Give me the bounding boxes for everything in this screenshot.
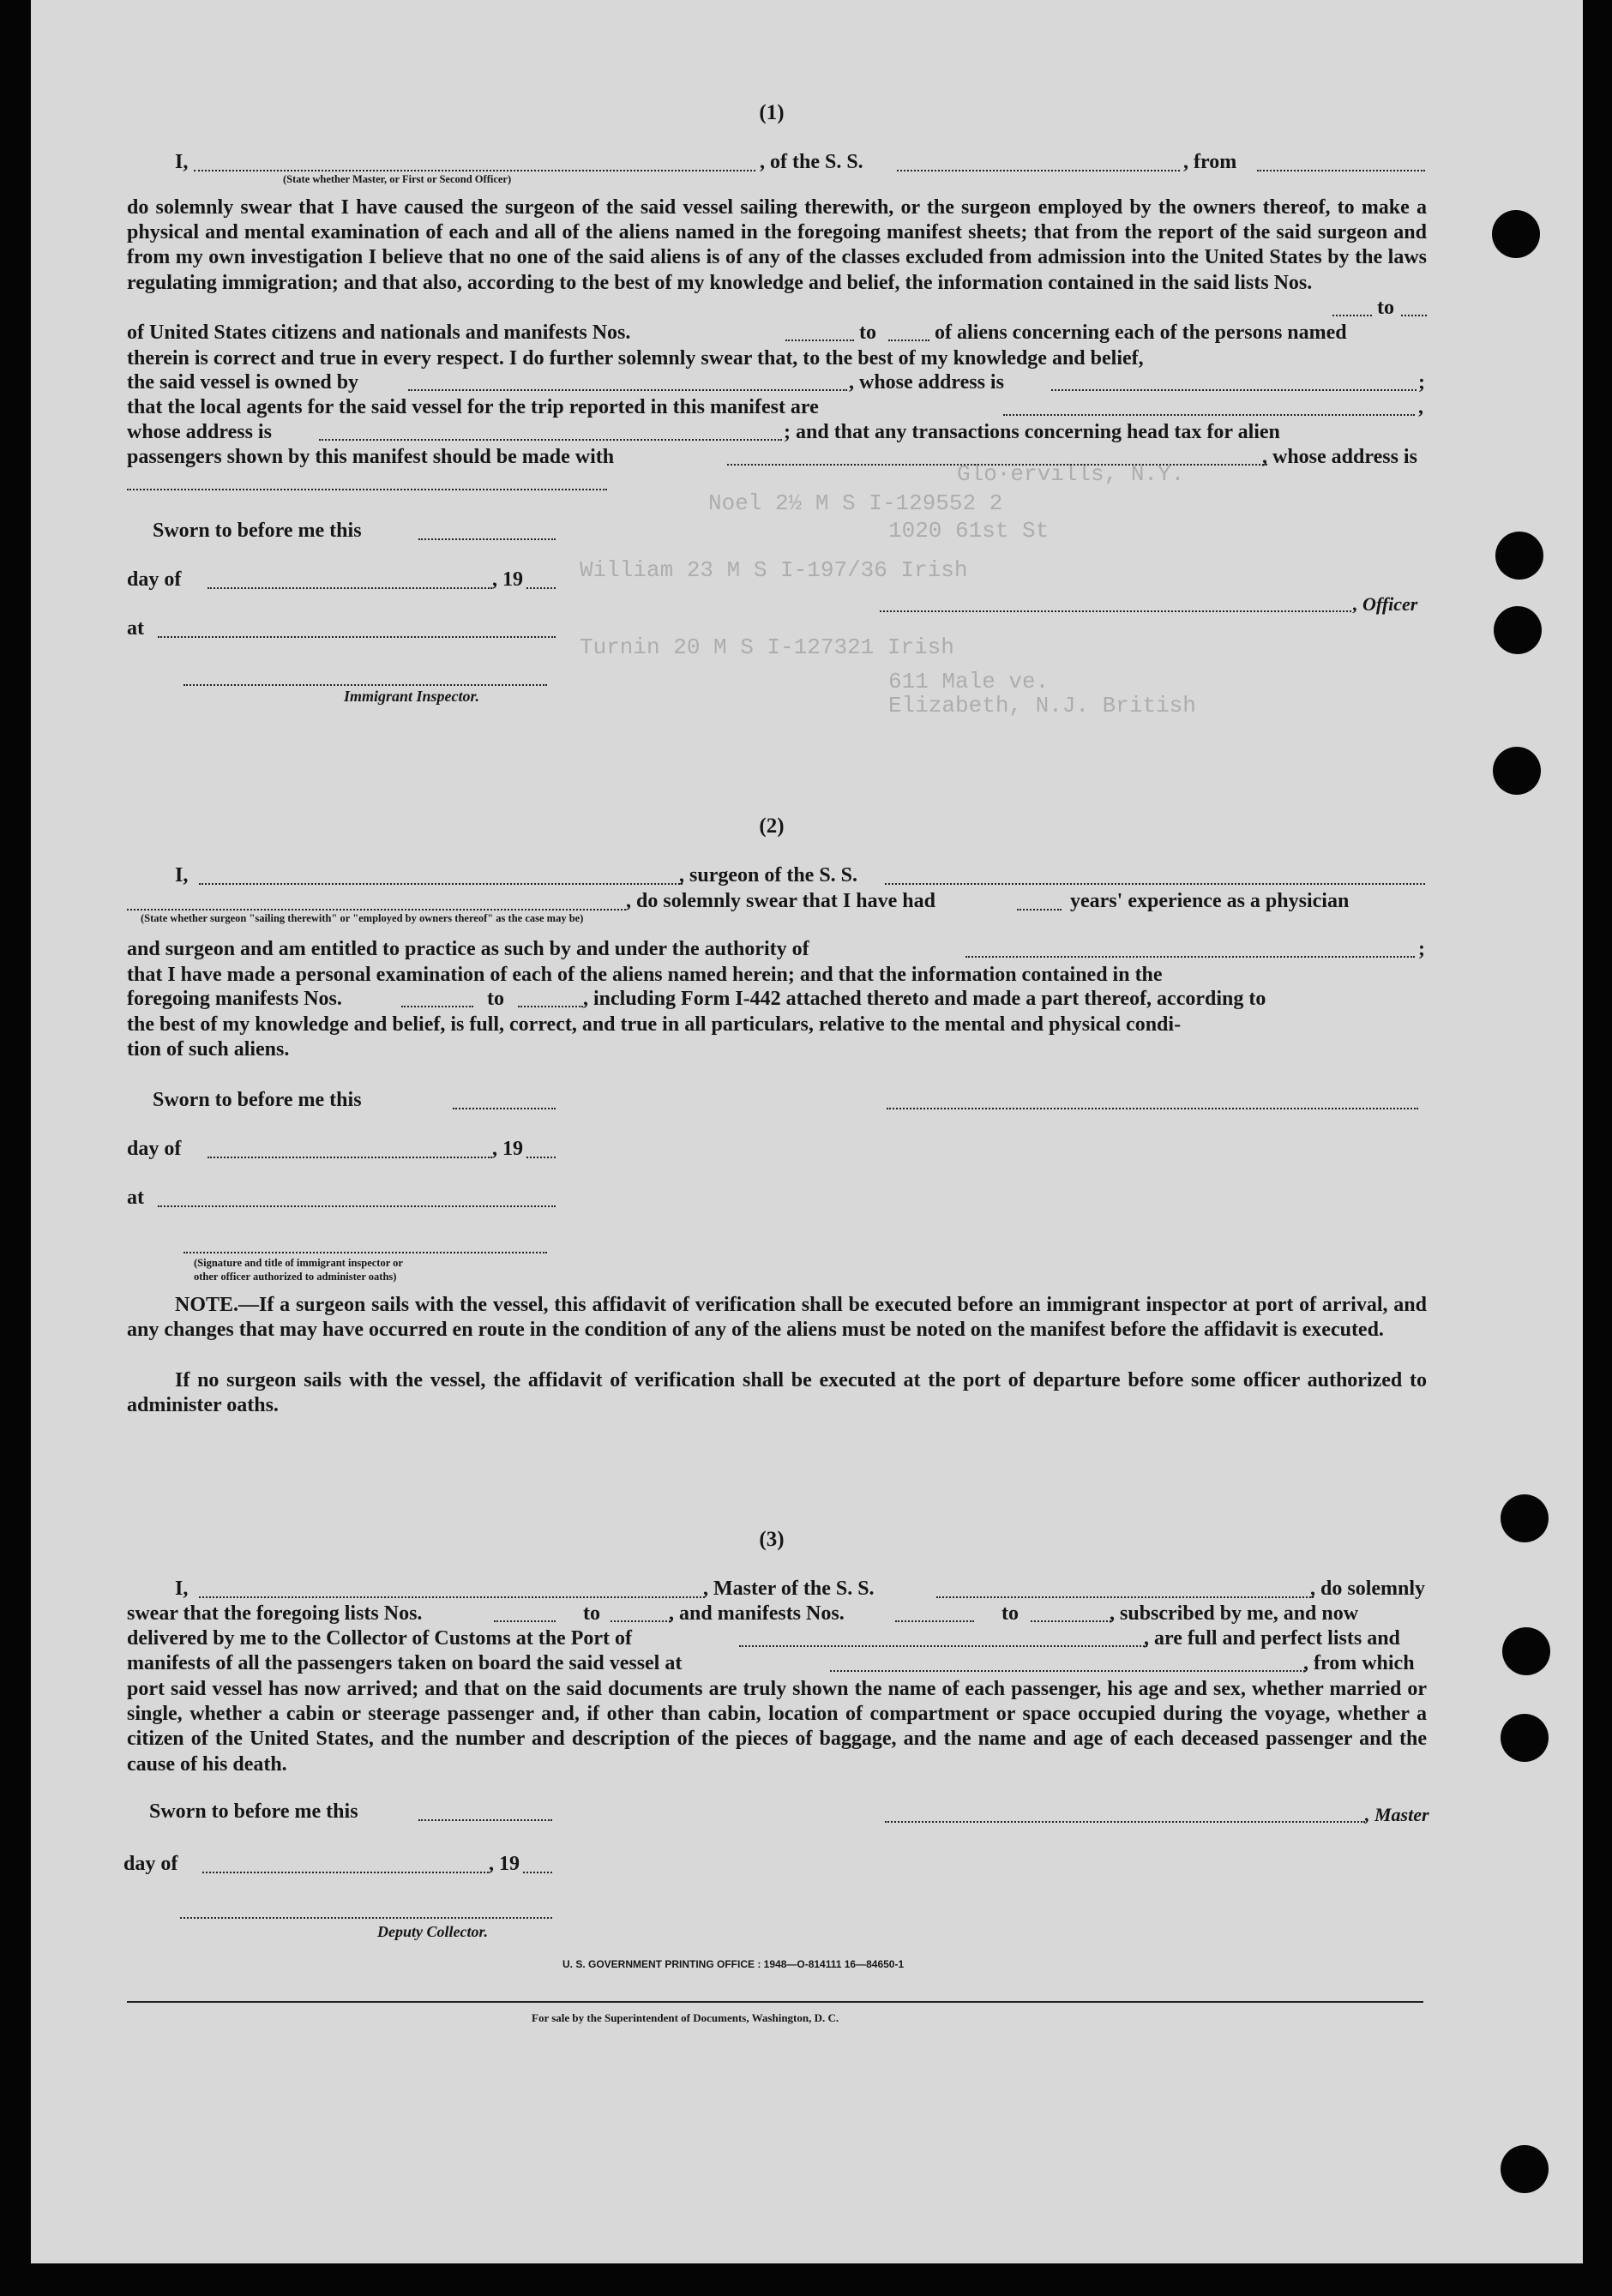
s3-i-label: I, xyxy=(175,1578,189,1600)
s2-surgeon-signature-field[interactable] xyxy=(887,1106,1418,1109)
s2-at: at xyxy=(127,1187,144,1209)
s3-delivered: delivered by me to the Collector of Customs at the Port of xyxy=(127,1627,632,1650)
s2-sworn: Sworn to before me this xyxy=(153,1089,362,1111)
sale-notice: For sale by the Superintendent of Documents, Washington, D. C. xyxy=(532,2011,839,2024)
s3-paragraph: port said vessel has now arrived; and that on the said documents are truly shown the name of each passenger, his age and sex, whether married or single, whether a cabin or steerage passenger and, if other than cabin, location of compartment or space occupied during the voyage, whether a citizen of the United States, and the number and description of the pieces of baggage, and the name and age of each deceased passenger and the cause of his death. xyxy=(127,1678,1427,1776)
s3-deputy-label: Deputy Collector. xyxy=(377,1923,488,1940)
s1-semicolon: ; xyxy=(1418,371,1425,394)
s3-manifest-to-field[interactable] xyxy=(1031,1619,1111,1622)
s1-officer-field[interactable] xyxy=(194,168,755,171)
s1-officer-label: , Officer xyxy=(1353,593,1418,615)
s2-years-field[interactable] xyxy=(1017,907,1062,911)
s3-sworn-field[interactable] xyxy=(418,1818,552,1821)
s1-from-field[interactable] xyxy=(1257,168,1425,171)
s3-manifest-from-field[interactable] xyxy=(895,1619,974,1622)
s2-to-label: to xyxy=(487,988,504,1010)
s1-agents-address-field[interactable] xyxy=(319,437,782,441)
s1-to-label: to xyxy=(1377,297,1394,319)
s2-note-2: If no surgeon sails with the vessel, the affidavit of verification shall be executed at the port of departure before some officer authorized to administer oaths. xyxy=(127,1369,1427,1417)
s1-owner-field[interactable] xyxy=(408,388,847,391)
s2-vessel-field[interactable] xyxy=(885,881,1425,885)
s1-owned-by: the said vessel is owned by xyxy=(127,371,359,394)
s2-at-field[interactable] xyxy=(158,1204,556,1207)
section-3-number: (3) xyxy=(759,1528,785,1551)
s1-transactions-field[interactable] xyxy=(727,462,1267,466)
s2-year-label: , 19 xyxy=(492,1138,523,1160)
s1-whose-address-3: , whose address is xyxy=(1262,446,1417,468)
s2-manifest-to-field[interactable] xyxy=(518,1004,583,1007)
s3-port-boarded-field[interactable] xyxy=(830,1668,1305,1672)
s2-i-label: I, xyxy=(175,864,189,887)
punch-hole xyxy=(1493,747,1541,795)
punch-hole xyxy=(1501,2145,1549,2193)
bleed-through-text: 611 Male ve. xyxy=(888,669,1050,694)
bleed-through-text: Noel 2½ M S I-129552 2 xyxy=(708,490,1003,516)
s2-sig-caption-2: other officer authorized to administer oaths) xyxy=(194,1271,397,1283)
s2-note-1: NOTE.—If a surgeon sails with the vessel, this affidavit of verification shall be executed before an immigrant inspector at port of arrival, and any changes that may have occurred en route in the condition of any of the aliens must be noted on the manifest before the affidavit is executed. xyxy=(127,1294,1427,1342)
bleed-through-text: Turnin 20 M S I-127321 Irish xyxy=(580,634,954,660)
s1-local-agents: that the local agents for the said vessel for the trip reported in this manifest are xyxy=(127,396,819,418)
s1-caption: (State whether Master, or First or Second Officer) xyxy=(283,173,512,185)
s2-entitled: and surgeon and am entitled to practice as such by and under the authority of xyxy=(127,938,809,960)
s3-manifests-all: manifests of all the passengers taken on board the said vessel at xyxy=(127,1652,683,1674)
s1-head-tax: ; and that any transactions concerning head tax for alien xyxy=(784,421,1280,443)
s2-caption: (State whether surgeon "sailing therewith" or "employed by owners thereof" as the case may be) xyxy=(141,912,584,924)
s1-officer-signature-field[interactable] xyxy=(880,609,1351,612)
s2-swear: , do solemnly swear that I have had xyxy=(626,890,935,912)
s1-whose-address-2: whose address is xyxy=(127,421,272,443)
section-1-number: (1) xyxy=(759,101,785,124)
s3-list-to-field[interactable] xyxy=(611,1619,671,1622)
punch-hole xyxy=(1495,532,1543,580)
s1-paragraph: do solemnly swear that I have caused the surgeon of the said vessel sailing therewith, or the surgeon employed by the owners thereof, to make a physical and mental examination of each and all of the aliens named in the foregoing manifest sheets; that from the report of the said surgeon and from my own investigation I believe that no one of the said aliens is of any of the classes excluded from admission into the United States by the laws regulating immigration; and that also, according to the best of my knowledge and belief, the information contained in the said lists Nos. xyxy=(127,196,1427,294)
s2-semicolon: ; xyxy=(1418,938,1425,960)
s1-at-field[interactable] xyxy=(158,634,556,638)
s2-including: , including Form I-442 attached thereto and made a part thereof, according to xyxy=(583,988,1266,1010)
printing-office-imprint: U. S. GOVERNMENT PRINTING OFFICE : 1948—O-814111 16—84650-1 xyxy=(562,1958,905,1970)
s1-at: at xyxy=(127,617,144,640)
bleed-through-text: William 23 M S I-197/36 Irish xyxy=(580,557,968,583)
s3-full-perfect: , are full and perfect lists and xyxy=(1144,1627,1400,1650)
s3-master-label: , Master xyxy=(1365,1804,1429,1825)
s2-surgeon-of: , surgeon of the S. S. xyxy=(679,864,858,887)
s1-transactions-address-field[interactable] xyxy=(127,487,607,490)
s2-years: years' experience as a physician xyxy=(1070,890,1350,912)
s3-master-of: , Master of the S. S. xyxy=(703,1578,875,1600)
bleed-through-text: 1020 61st St xyxy=(888,518,1050,544)
s3-and-manifests: , and manifests Nos. xyxy=(669,1602,845,1625)
s3-year-label: , 19 xyxy=(489,1853,520,1875)
s1-day-field[interactable] xyxy=(208,586,492,589)
s1-vessel-field[interactable] xyxy=(897,168,1180,171)
s2-manifest-from-field[interactable] xyxy=(401,1004,473,1007)
s2-sig-caption-1: (Signature and title of immigrant inspector or xyxy=(194,1257,403,1269)
s1-owner-address-field[interactable] xyxy=(1051,388,1417,391)
bleed-through-text: Glo·ervills, N.Y. xyxy=(957,461,1185,487)
s2-day-field[interactable] xyxy=(208,1155,492,1158)
footer-rule xyxy=(127,2001,1423,2003)
punch-hole xyxy=(1492,210,1540,258)
s3-do-solemnly: , do solemnly xyxy=(1310,1578,1426,1600)
s1-manifest-to-field[interactable] xyxy=(888,338,929,341)
s1-agents-field[interactable] xyxy=(1003,412,1415,416)
s1-i-label: I, xyxy=(175,151,189,173)
s1-to-label-2: to xyxy=(859,322,876,344)
s2-such: tion of such aliens. xyxy=(127,1038,290,1061)
s1-sworn-field[interactable] xyxy=(418,537,556,540)
s1-inspector-signature-field[interactable] xyxy=(183,682,547,686)
s2-surgeon-name-field[interactable] xyxy=(199,881,683,885)
s2-year-field[interactable] xyxy=(526,1155,556,1158)
s1-inspector-label: Immigrant Inspector. xyxy=(344,688,480,705)
s3-deputy-signature-field[interactable] xyxy=(180,1915,552,1919)
s2-examination: that I have made a personal examination of each of the aliens named herein; and that the information contained in the xyxy=(127,964,1163,986)
punch-hole xyxy=(1494,606,1542,654)
s1-manifest-from-field[interactable] xyxy=(785,338,854,341)
s1-list-to-field[interactable] xyxy=(1401,313,1427,316)
s1-therein: therein is correct and true in every respect. I do further solemnly swear that, to the best of my knowledge and belief, xyxy=(127,347,1144,370)
s3-to-label: to xyxy=(583,1602,600,1625)
s1-from-label: , from xyxy=(1183,151,1237,173)
s2-inspector-signature-field[interactable] xyxy=(183,1250,547,1253)
s3-day-of: day of xyxy=(123,1853,178,1875)
s3-from-which: , from which xyxy=(1303,1652,1415,1674)
form-sheet xyxy=(31,0,1583,2263)
punch-hole xyxy=(1501,1714,1549,1762)
punch-hole xyxy=(1502,1627,1550,1675)
s2-best: the best of my knowledge and belief, is full, correct, and true in all particulars, relative to the mental and physical condi- xyxy=(127,1013,1182,1036)
s2-foregoing: foregoing manifests Nos. xyxy=(127,988,342,1010)
s3-vessel-field[interactable] xyxy=(936,1595,1314,1598)
s1-of-aliens: of aliens concerning each of the persons named xyxy=(935,322,1347,344)
section-2-number: (2) xyxy=(759,814,785,838)
s3-master-name-field[interactable] xyxy=(199,1595,705,1598)
s2-authority-field[interactable] xyxy=(965,954,1415,958)
s3-port-field[interactable] xyxy=(739,1644,1147,1647)
s1-year-label: , 19 xyxy=(492,568,523,591)
s1-passengers: passengers shown by this manifest should be made with xyxy=(127,446,615,468)
s2-day-of: day of xyxy=(127,1138,182,1160)
s3-list-from-field[interactable] xyxy=(494,1619,556,1622)
s1-whose-address: , whose address is xyxy=(849,371,1004,394)
s3-year-field[interactable] xyxy=(523,1870,552,1873)
bleed-through-text: Elizabeth, N.J. British xyxy=(888,693,1196,718)
s1-us-citizens: of United States citizens and nationals and manifests Nos. xyxy=(127,322,631,344)
s3-master-signature-field[interactable] xyxy=(885,1819,1365,1823)
s1-list-from-field[interactable] xyxy=(1332,313,1372,316)
s1-sworn: Sworn to before me this xyxy=(153,520,362,542)
s3-sworn: Sworn to before me this xyxy=(149,1800,358,1823)
s1-day-of: day of xyxy=(127,568,182,591)
s3-subscribed: , subscribed by me, and now xyxy=(1110,1602,1359,1625)
s2-sworn-field[interactable] xyxy=(453,1106,556,1109)
s1-of-ss-label: , of the S. S. xyxy=(760,151,863,173)
s3-swear-lists: swear that the foregoing lists Nos. xyxy=(127,1602,423,1625)
s3-day-field[interactable] xyxy=(202,1870,489,1873)
s1-comma: , xyxy=(1418,396,1423,418)
s2-status-field[interactable] xyxy=(127,907,626,911)
s3-to-label-2: to xyxy=(1001,1602,1019,1625)
s1-year-field[interactable] xyxy=(526,586,556,589)
